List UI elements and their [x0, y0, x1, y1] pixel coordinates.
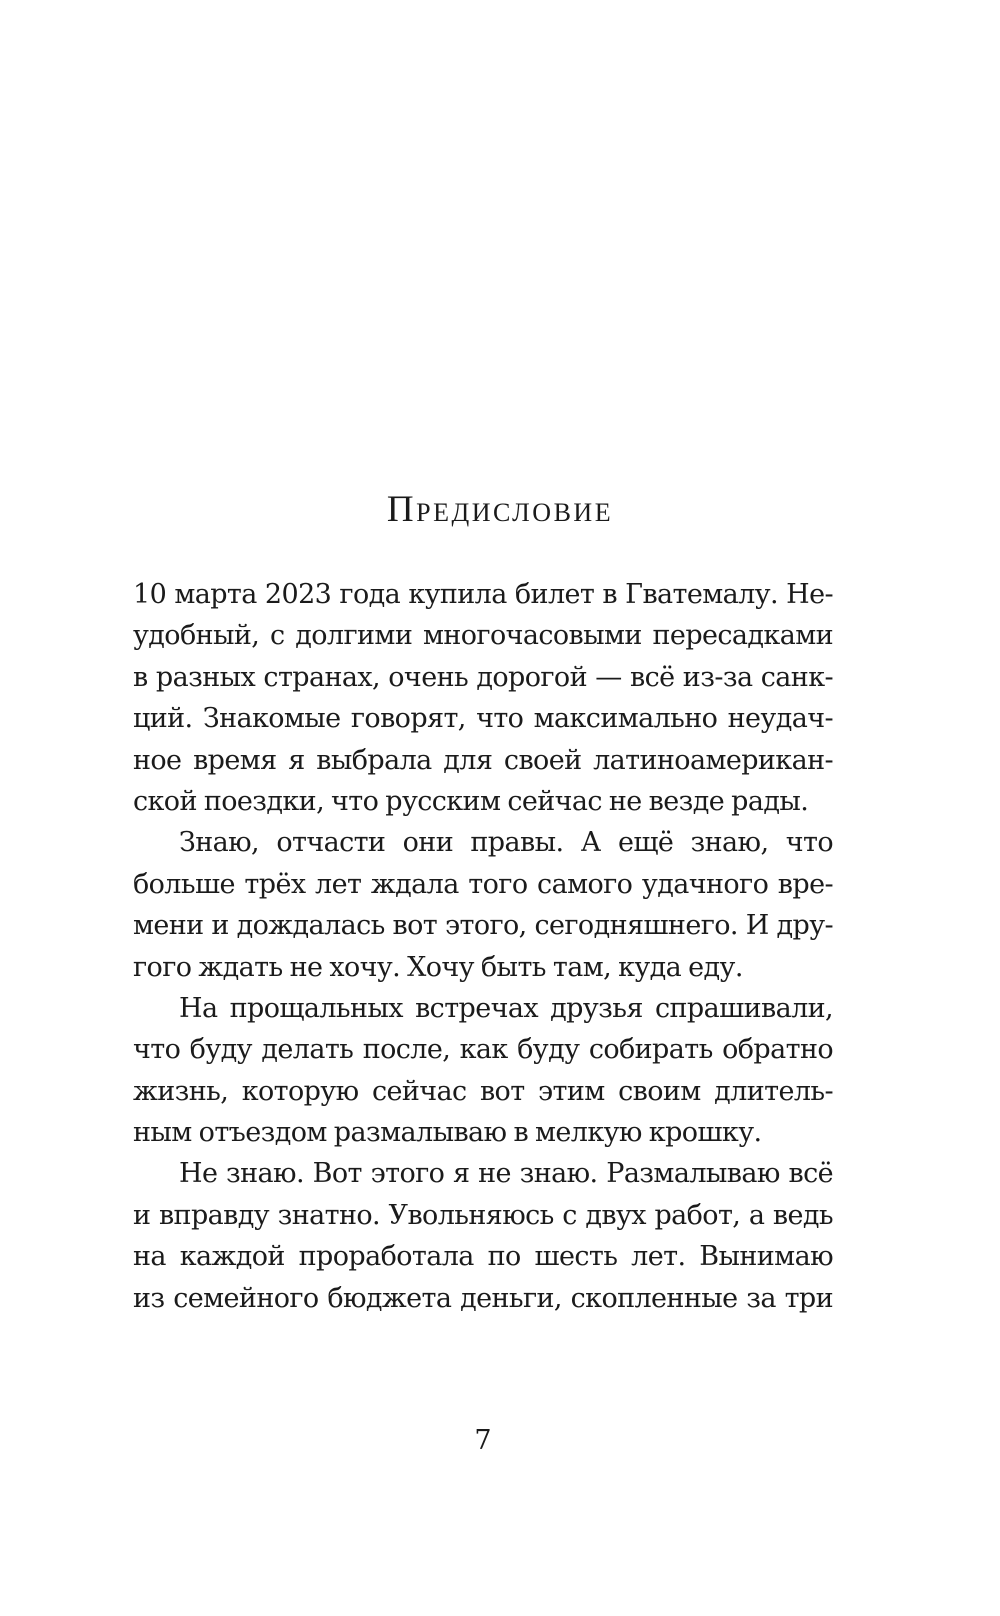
body-text: [133, 574, 833, 1319]
text-line: удобный, с долгими многочасовыми пересадками: [133, 620, 833, 652]
text-line: На прощальных встречах друзья спрашивали,: [179, 992, 833, 1024]
text-line: из семейного бюджета деньги, скопленные за три: [133, 1282, 833, 1314]
text-line: Не знаю. Вот этого я не знаю. Размалываю всё: [179, 1158, 833, 1190]
text-line: гого ждать не хочу. Хочу быть там, куда еду.: [133, 951, 743, 983]
text-line: Знаю, отчасти они правы. А ещё знаю, что: [179, 827, 833, 859]
text-line: ской поездки, что русским сейчас не везде рады.: [133, 785, 809, 817]
text-line: 10 марта 2023 года купила билет в Гватемалу. Не-: [133, 579, 833, 610]
text-line: ным отъездом размалываю в мелкую крошку.: [133, 1117, 762, 1149]
text-line: больше трёх лет ждала того самого удачного вре-: [133, 868, 833, 900]
text-line: на каждой проработала по шесть лет. Вынимаю: [133, 1241, 833, 1273]
text-line: жизнь, которую сейчас вот этим своим длитель-: [133, 1075, 833, 1107]
page-number: 7: [474, 1425, 492, 1456]
chapter-title: Предисловие: [386, 489, 614, 530]
text-line: мени и дождалась вот этого, сегодняшнего. И дру-: [133, 910, 833, 942]
text-line: и вправду знатно. Увольняюсь с двух работ, а ведь: [133, 1199, 833, 1231]
text-line: в разных странах, очень дорогой — всё из-за санк-: [133, 661, 833, 693]
text-line: ное время я выбрала для своей латиноамерикан-: [133, 744, 833, 776]
text-line: что буду делать после, как буду собирать обратно: [133, 1034, 833, 1066]
text-line: ций. Знакомые говорят, что максимально неудач-: [133, 703, 833, 735]
